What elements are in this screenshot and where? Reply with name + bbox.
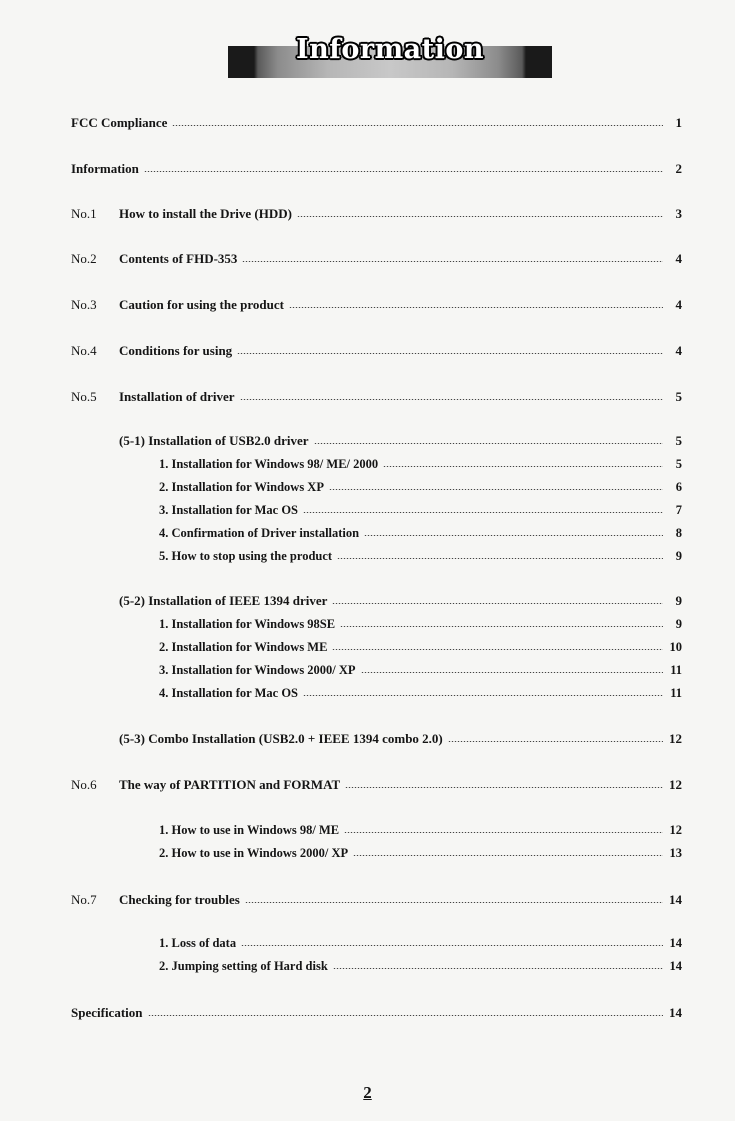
toc-entry-title: 2. Installation for Windows ME [159, 640, 328, 654]
toc-entry-s52d [159, 685, 682, 701]
toc-entry-s52c [159, 662, 682, 678]
dot-leader [361, 672, 663, 673]
toc-entry-s51e [159, 548, 682, 564]
toc-entry-s7b [159, 958, 682, 974]
toc-entry-title: Contents of FHD-353 [119, 251, 238, 266]
toc-entry-title: 2. How to use in Windows 2000/ XP [159, 846, 349, 860]
toc-entry-page: 2 [675, 161, 682, 176]
toc-entry-title: Specification [71, 1005, 143, 1020]
toc-entry-s51 [119, 433, 682, 449]
toc-entry-page: 3 [675, 206, 682, 221]
toc-entry-title: (5-1) Installation of USB2.0 driver [119, 433, 309, 448]
dot-leader [144, 171, 663, 172]
toc-entry-title: 2. Jumping setting of Hard disk [159, 959, 328, 973]
toc-entry-page: 14 [669, 936, 682, 950]
dot-leader [241, 945, 663, 946]
dot-leader [333, 968, 663, 969]
toc-entry-title: Information [71, 161, 139, 176]
dot-leader [340, 626, 663, 627]
dot-leader [172, 125, 663, 126]
toc-entry-title: 3. Installation for Windows 2000/ XP [159, 663, 356, 677]
toc-entry-s7a [159, 935, 682, 951]
toc-entry-s51c [159, 502, 682, 518]
toc-entry-title: (5-2) Installation of IEEE 1394 driver [119, 593, 328, 608]
toc-entry-number: No.1 [71, 206, 97, 221]
toc-entry-number: No.2 [71, 251, 97, 266]
toc-entry-page: 6 [675, 480, 682, 494]
toc-entry-title: 1. Installation for Windows 98SE [159, 617, 336, 631]
toc-entry-no6 [71, 777, 682, 793]
toc-entry-page: 14 [669, 1005, 682, 1020]
toc-entry-spec [71, 1005, 682, 1021]
toc-entry-title: Conditions for using [119, 343, 233, 358]
toc-entry-page: 9 [675, 593, 682, 608]
toc-entry-no5 [71, 389, 682, 405]
toc-entry-s51b [159, 479, 682, 495]
page-number: 2 [363, 1083, 372, 1102]
toc-entry-fcc [71, 115, 682, 131]
dot-leader [240, 399, 663, 400]
toc-entry-page: 9 [675, 549, 682, 563]
dot-leader [148, 1015, 664, 1016]
toc-entry-page: 9 [675, 617, 682, 631]
dot-leader [289, 307, 663, 308]
toc-entry-s51d [159, 525, 682, 541]
toc-entry-page: 12 [669, 777, 682, 792]
toc-entry-no1 [71, 206, 682, 222]
toc-entry-page: 1 [675, 115, 682, 130]
toc-entry-number: No.5 [71, 389, 97, 404]
dot-leader [245, 902, 663, 903]
toc-entry-page: 7 [675, 503, 682, 517]
toc-entry-page: 4 [675, 343, 682, 358]
toc-entry-title: 4. Installation for Mac OS [159, 686, 299, 700]
dot-leader [332, 649, 663, 650]
toc-entry-page: 5 [675, 457, 682, 471]
toc-entry-no2 [71, 251, 682, 267]
toc-entry-page: 12 [669, 823, 682, 837]
toc-entry-s52b [159, 639, 682, 655]
page-title: Information [295, 34, 485, 65]
toc-entry-page: 10 [669, 640, 682, 654]
toc-entry-page: 14 [669, 892, 682, 907]
dot-leader [303, 512, 663, 513]
toc-entry-s52 [119, 593, 682, 609]
toc-entry-title: 1. Installation for Windows 98/ ME/ 2000 [159, 457, 379, 471]
toc-entry-title: Checking for troubles [119, 892, 240, 907]
toc-entry-title: 2. Installation for Windows XP [159, 480, 324, 494]
toc-entry-no7 [71, 892, 682, 908]
toc-entry-page: 11 [670, 686, 682, 700]
toc-entry-number: No.4 [71, 343, 97, 358]
dot-leader [344, 832, 663, 833]
dot-leader [314, 443, 663, 444]
toc-entry-title: 5. How to stop using the product [159, 549, 333, 563]
toc-entry-title: 1. How to use in Windows 98/ ME [159, 823, 340, 837]
toc-entry-page: 12 [669, 731, 682, 746]
toc-entry-title: 4. Confirmation of Driver installation [159, 526, 360, 540]
toc-entry-title: (5-3) Combo Installation (USB2.0 + IEEE 1394 combo 2.0) [119, 731, 443, 746]
toc-entry-info [71, 161, 682, 177]
dot-leader [332, 603, 663, 604]
toc-entry-page: 13 [669, 846, 682, 860]
toc-entry-s53 [119, 731, 682, 747]
toc-entry-number: No.6 [71, 777, 97, 792]
toc-entry-page: 4 [675, 251, 682, 266]
dot-leader [297, 216, 663, 217]
dot-leader [448, 741, 663, 742]
toc-entry-title: How to install the Drive (HDD) [119, 206, 292, 221]
toc-entry-no3 [71, 297, 682, 313]
toc-entry-page: 5 [675, 389, 682, 404]
toc-entry-page: 5 [675, 433, 682, 448]
speck-mark [228, 36, 552, 78]
dot-leader [242, 261, 663, 262]
dot-leader [303, 695, 663, 696]
toc-entry-page: 11 [670, 663, 682, 677]
toc-entry-title: FCC Compliance [71, 115, 168, 130]
toc-entry-no4 [71, 343, 682, 359]
dot-leader [237, 353, 663, 354]
dot-leader [337, 558, 663, 559]
dot-leader [383, 466, 663, 467]
toc-entry-title: The way of PARTITION and FORMAT [119, 777, 341, 792]
toc-entry-title: 3. Installation for Mac OS [159, 503, 299, 517]
toc-entry-title: Installation of driver [119, 389, 235, 404]
toc-entry-page: 4 [675, 297, 682, 312]
toc-entry-page: 8 [675, 526, 682, 540]
dot-leader [345, 787, 663, 788]
dot-leader [329, 489, 663, 490]
toc-entry-number: No.7 [71, 892, 97, 907]
toc-entry-s52a [159, 616, 682, 632]
toc-entry-page: 14 [669, 959, 682, 973]
toc-entry-title: 1. Loss of data [159, 936, 237, 950]
toc-entry-s6a [159, 822, 682, 838]
toc-entry-s6b [159, 845, 682, 861]
toc-entry-number: No.3 [71, 297, 97, 312]
dot-leader [364, 535, 663, 536]
toc-entry-title: Caution for using the product [119, 297, 284, 312]
toc-entry-s51a [159, 456, 682, 472]
dot-leader [353, 855, 663, 856]
